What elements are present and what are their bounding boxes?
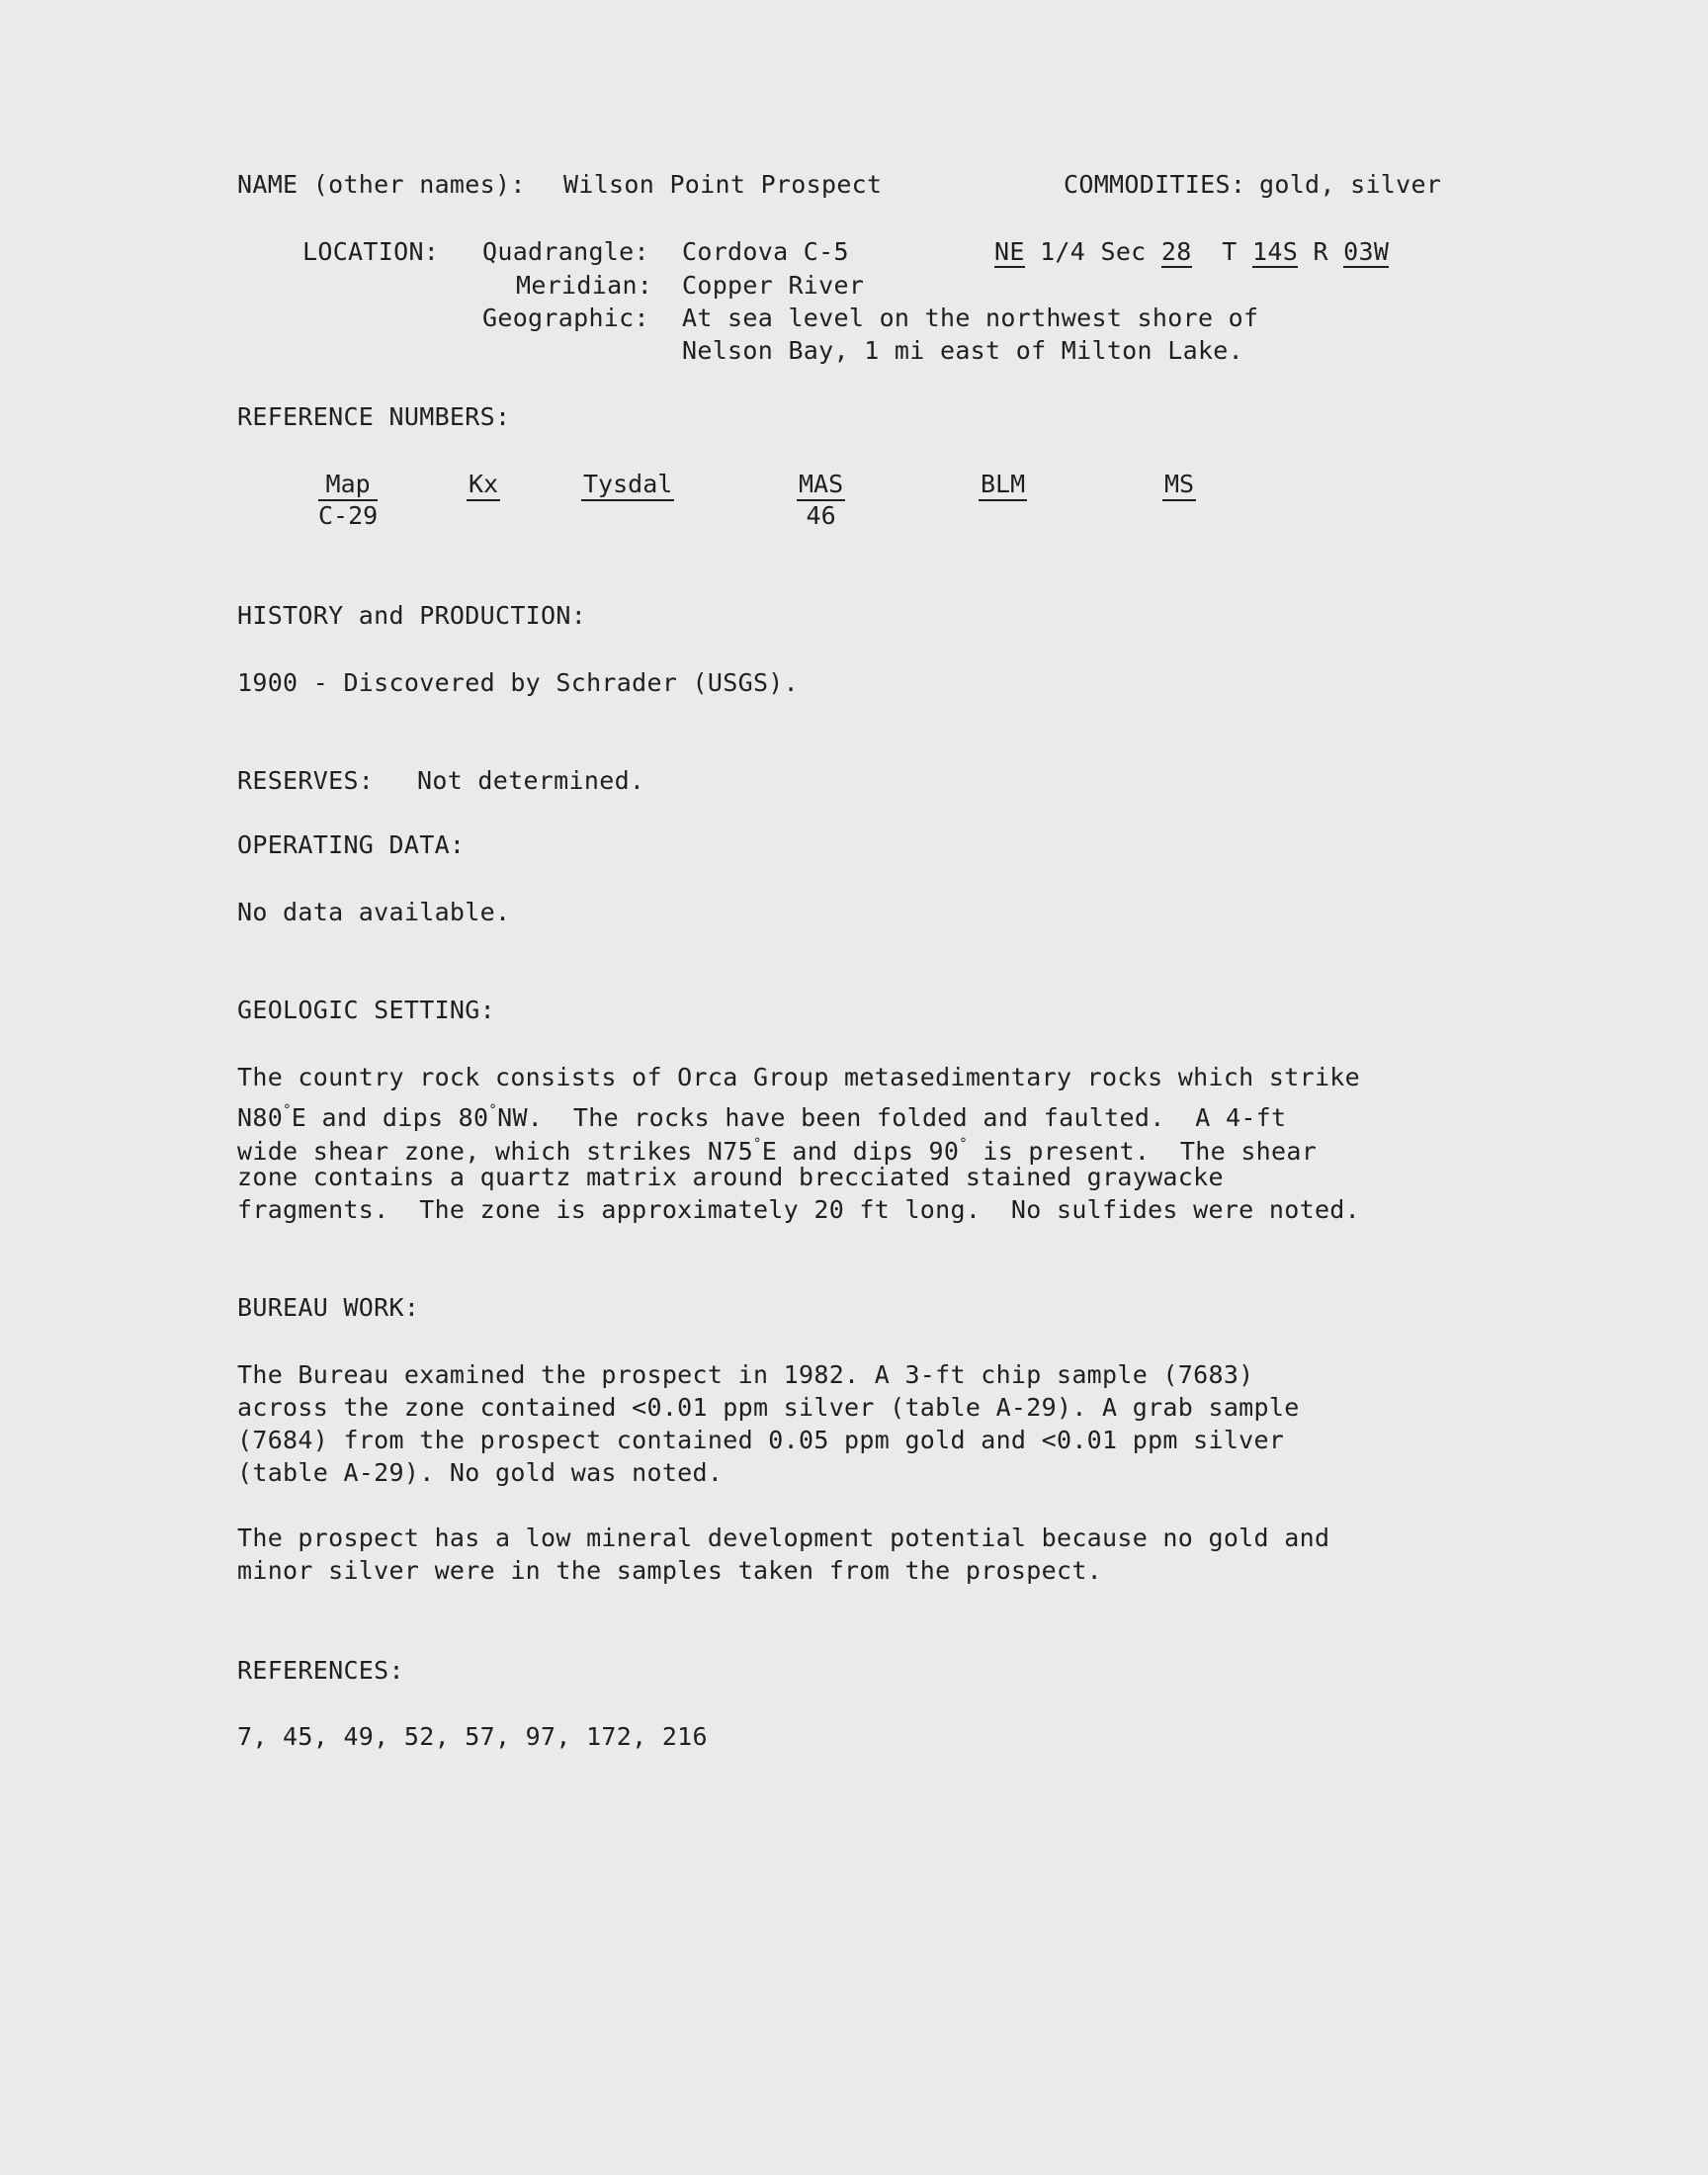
history-heading: HISTORY and PRODUCTION: [237, 601, 587, 630]
degree-symbol: ° [488, 1102, 498, 1118]
references-text: 7, 45, 49, 52, 57, 97, 172, 216 [237, 1722, 708, 1751]
meridian-value: Copper River [682, 271, 865, 300]
geologic-line-2: N80°E and dips 80°NW. The rocks have been folded and faulted. A 4-ft [237, 1102, 1287, 1132]
commodities-label: COMMODITIES: [1064, 170, 1246, 199]
quadrangle-label: Quadrangle: [482, 237, 649, 266]
name-value: Wilson Point Prospect [563, 170, 883, 199]
quadrangle-value: Cordova C-5 [682, 237, 849, 266]
ref-head: MAS [797, 470, 845, 501]
operating-text: No data available. [237, 898, 511, 926]
ref-head: MS [1162, 470, 1196, 501]
operating-heading: OPERATING DATA: [237, 830, 466, 859]
ref-col-blm [979, 470, 1027, 501]
geologic-line-3: wide shear zone, which strikes N75°E and dips 90° is present. The shear [237, 1136, 1318, 1166]
quarter-value: NE [994, 237, 1025, 266]
geologic-line-4: zone contains a quartz matrix around brecciated stained graywacke [237, 1163, 1224, 1191]
ref-col-mas [797, 470, 845, 531]
bureau-paragraph-2: The prospect has a low mineral development potential because no gold and minor silver were in the samples taken from the prospect. [237, 1523, 1330, 1585]
geographic-line-2: Nelson Bay, 1 mi east of Milton Lake. [682, 336, 1243, 365]
geographic-label: Geographic: [482, 304, 649, 332]
geologic-heading: GEOLOGIC SETTING: [237, 996, 495, 1024]
degree-symbol: ° [752, 1136, 762, 1152]
range-label: R [1313, 237, 1328, 266]
ref-head: BLM [979, 470, 1027, 501]
section-value: 28 [1160, 237, 1192, 266]
bureau-heading: BUREAU WORK: [237, 1293, 420, 1322]
township-label: T [1222, 237, 1238, 266]
ref-value: C-29 [318, 501, 379, 530]
degree-symbol: ° [959, 1136, 968, 1152]
plss-line [994, 235, 1389, 269]
meridian-label: Meridian: [516, 271, 653, 300]
reference-numbers-heading: REFERENCE NUMBERS: [237, 402, 511, 431]
geologic-line-1: The country rock consists of Orca Group metasedimentary rocks which strike [237, 1063, 1360, 1091]
bureau-paragraph-1: The Bureau examined the prospect in 1982. A 3-ft chip sample (7683) across the zone contained <0.01 ppm silver (table A-29). A grab sample (7684) from the prospect contained 0.05 ppm gold and <0.01 ppm silver (table A-29). No gold was noted. [237, 1360, 1300, 1487]
ref-head: Kx [467, 470, 500, 501]
history-text: 1900 - Discovered by Schrader (USGS). [237, 668, 799, 697]
degree-symbol: ° [283, 1102, 292, 1118]
ref-col-map [318, 470, 378, 531]
ref-value: 46 [806, 501, 836, 530]
location-label: LOCATION: [302, 237, 440, 266]
ref-head: Tysdal [581, 470, 674, 501]
commodities-value: gold, silver [1259, 170, 1442, 199]
reserves-text: Not determined. [417, 766, 645, 795]
references-heading: REFERENCES: [237, 1656, 404, 1685]
township-value: 14S [1252, 237, 1299, 266]
reserves-label: RESERVES: [237, 766, 375, 795]
quarter-text: 1/4 Sec [1040, 237, 1147, 266]
ref-head: Map [318, 470, 378, 501]
name-label: NAME (other names): [237, 170, 526, 199]
geologic-line-5: fragments. The zone is approximately 20 ft long. No sulfides were noted. [237, 1195, 1360, 1224]
ref-col-kx [467, 470, 500, 501]
geographic-line-1: At sea level on the northwest shore of [682, 304, 1259, 332]
ref-col-ms [1162, 470, 1196, 501]
range-value: 03W [1343, 237, 1390, 266]
ref-col-tysdal [581, 470, 674, 501]
